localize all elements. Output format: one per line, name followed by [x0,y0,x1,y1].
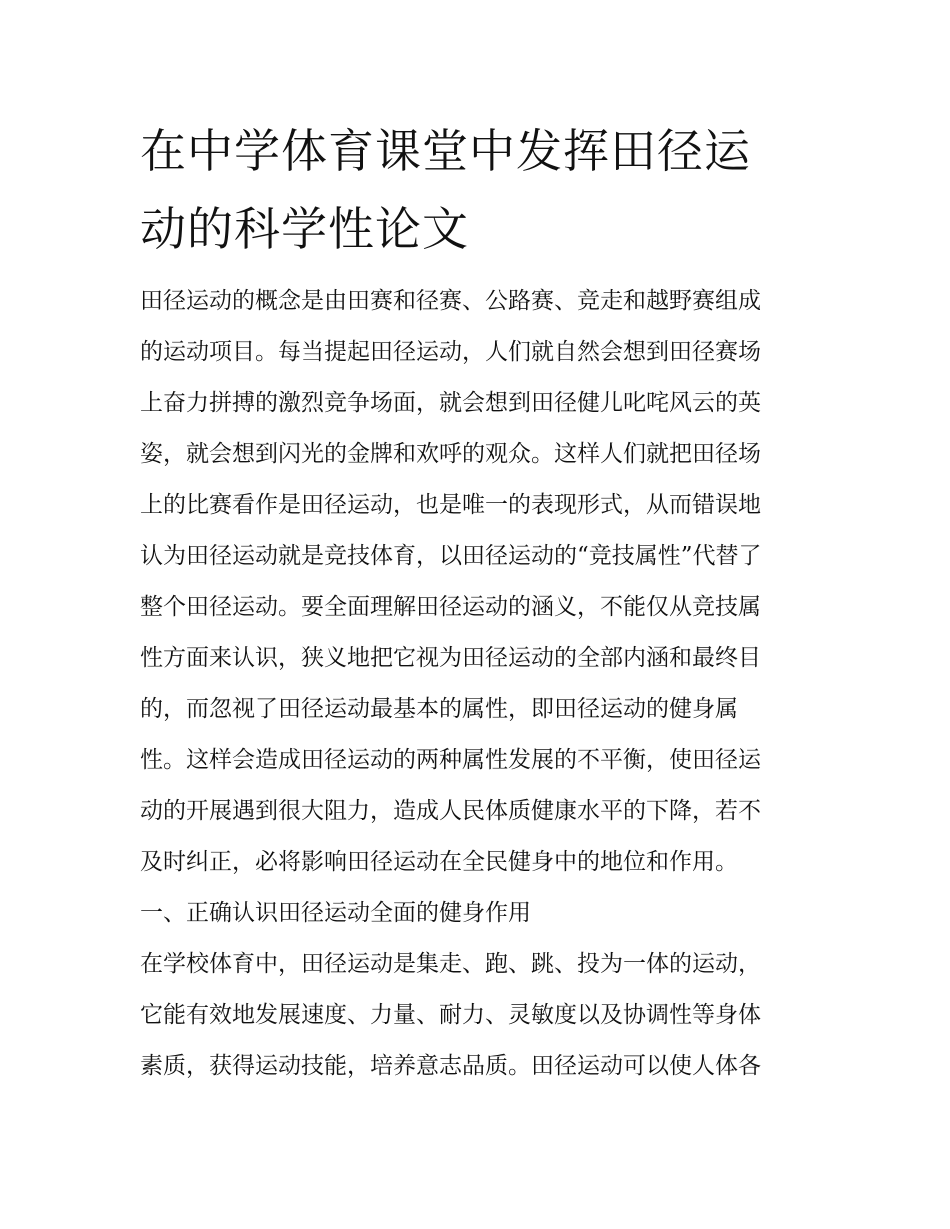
body-line: 素质，获得运动技能，培养意志品质。田径运动可以使人体各 [140,1053,761,1079]
title-line-1: 在中学体育课堂中发挥田径运 [140,124,751,178]
body-line: 的运动项目。每当提起田径运动，人们就自然会想到田径赛场 [140,339,761,365]
body-line: 上奋力拼搏的激烈竞争场面，就会想到田径健儿叱咤风云的英 [140,390,761,416]
body-line: 上的比赛看作是田径运动，也是唯一的表现形式，从而错误地 [140,492,761,518]
body-line: 性。这样会造成田径运动的两种属性发展的不平衡，使田径运 [140,747,761,773]
body-line: 姿，就会想到闪光的金牌和欢呼的观众。这样人们就把田径场 [140,441,761,467]
document-body [140,276,820,1092]
document-title [140,112,820,268]
body-line: 认为田径运动就是竞技体育，以田径运动的“竞技属性”代替了 [140,543,762,569]
body-line: 及时纠正，必将影响田径运动在全民健身中的地位和作用。 [140,849,738,875]
title-line-2: 动的科学性论文 [140,202,469,256]
body-line: 动的开展遇到很大阻力，造成人民体质健康水平的下降，若不 [140,798,761,824]
body-line: 的，而忽视了田径运动最基本的属性，即田径运动的健身属 [140,696,738,722]
body-line: 整个田径运动。要全面理解田径运动的涵义，不能仅从竞技属 [140,594,761,620]
body-line: 在学校体育中，田径运动是集走、跑、跳、投为一体的运动， [140,951,761,977]
body-line: 田径运动的概念是由田赛和径赛、公路赛、竞走和越野赛组成 [140,288,761,314]
body-line: 性方面来认识，狭义地把它视为田径运动的全部内涵和最终目 [140,645,761,671]
section-heading: 一、正确认识田径运动全面的健身作用 [140,900,531,926]
body-line: 它能有效地发展速度、力量、耐力、灵敏度以及协调性等身体 [140,1002,761,1028]
